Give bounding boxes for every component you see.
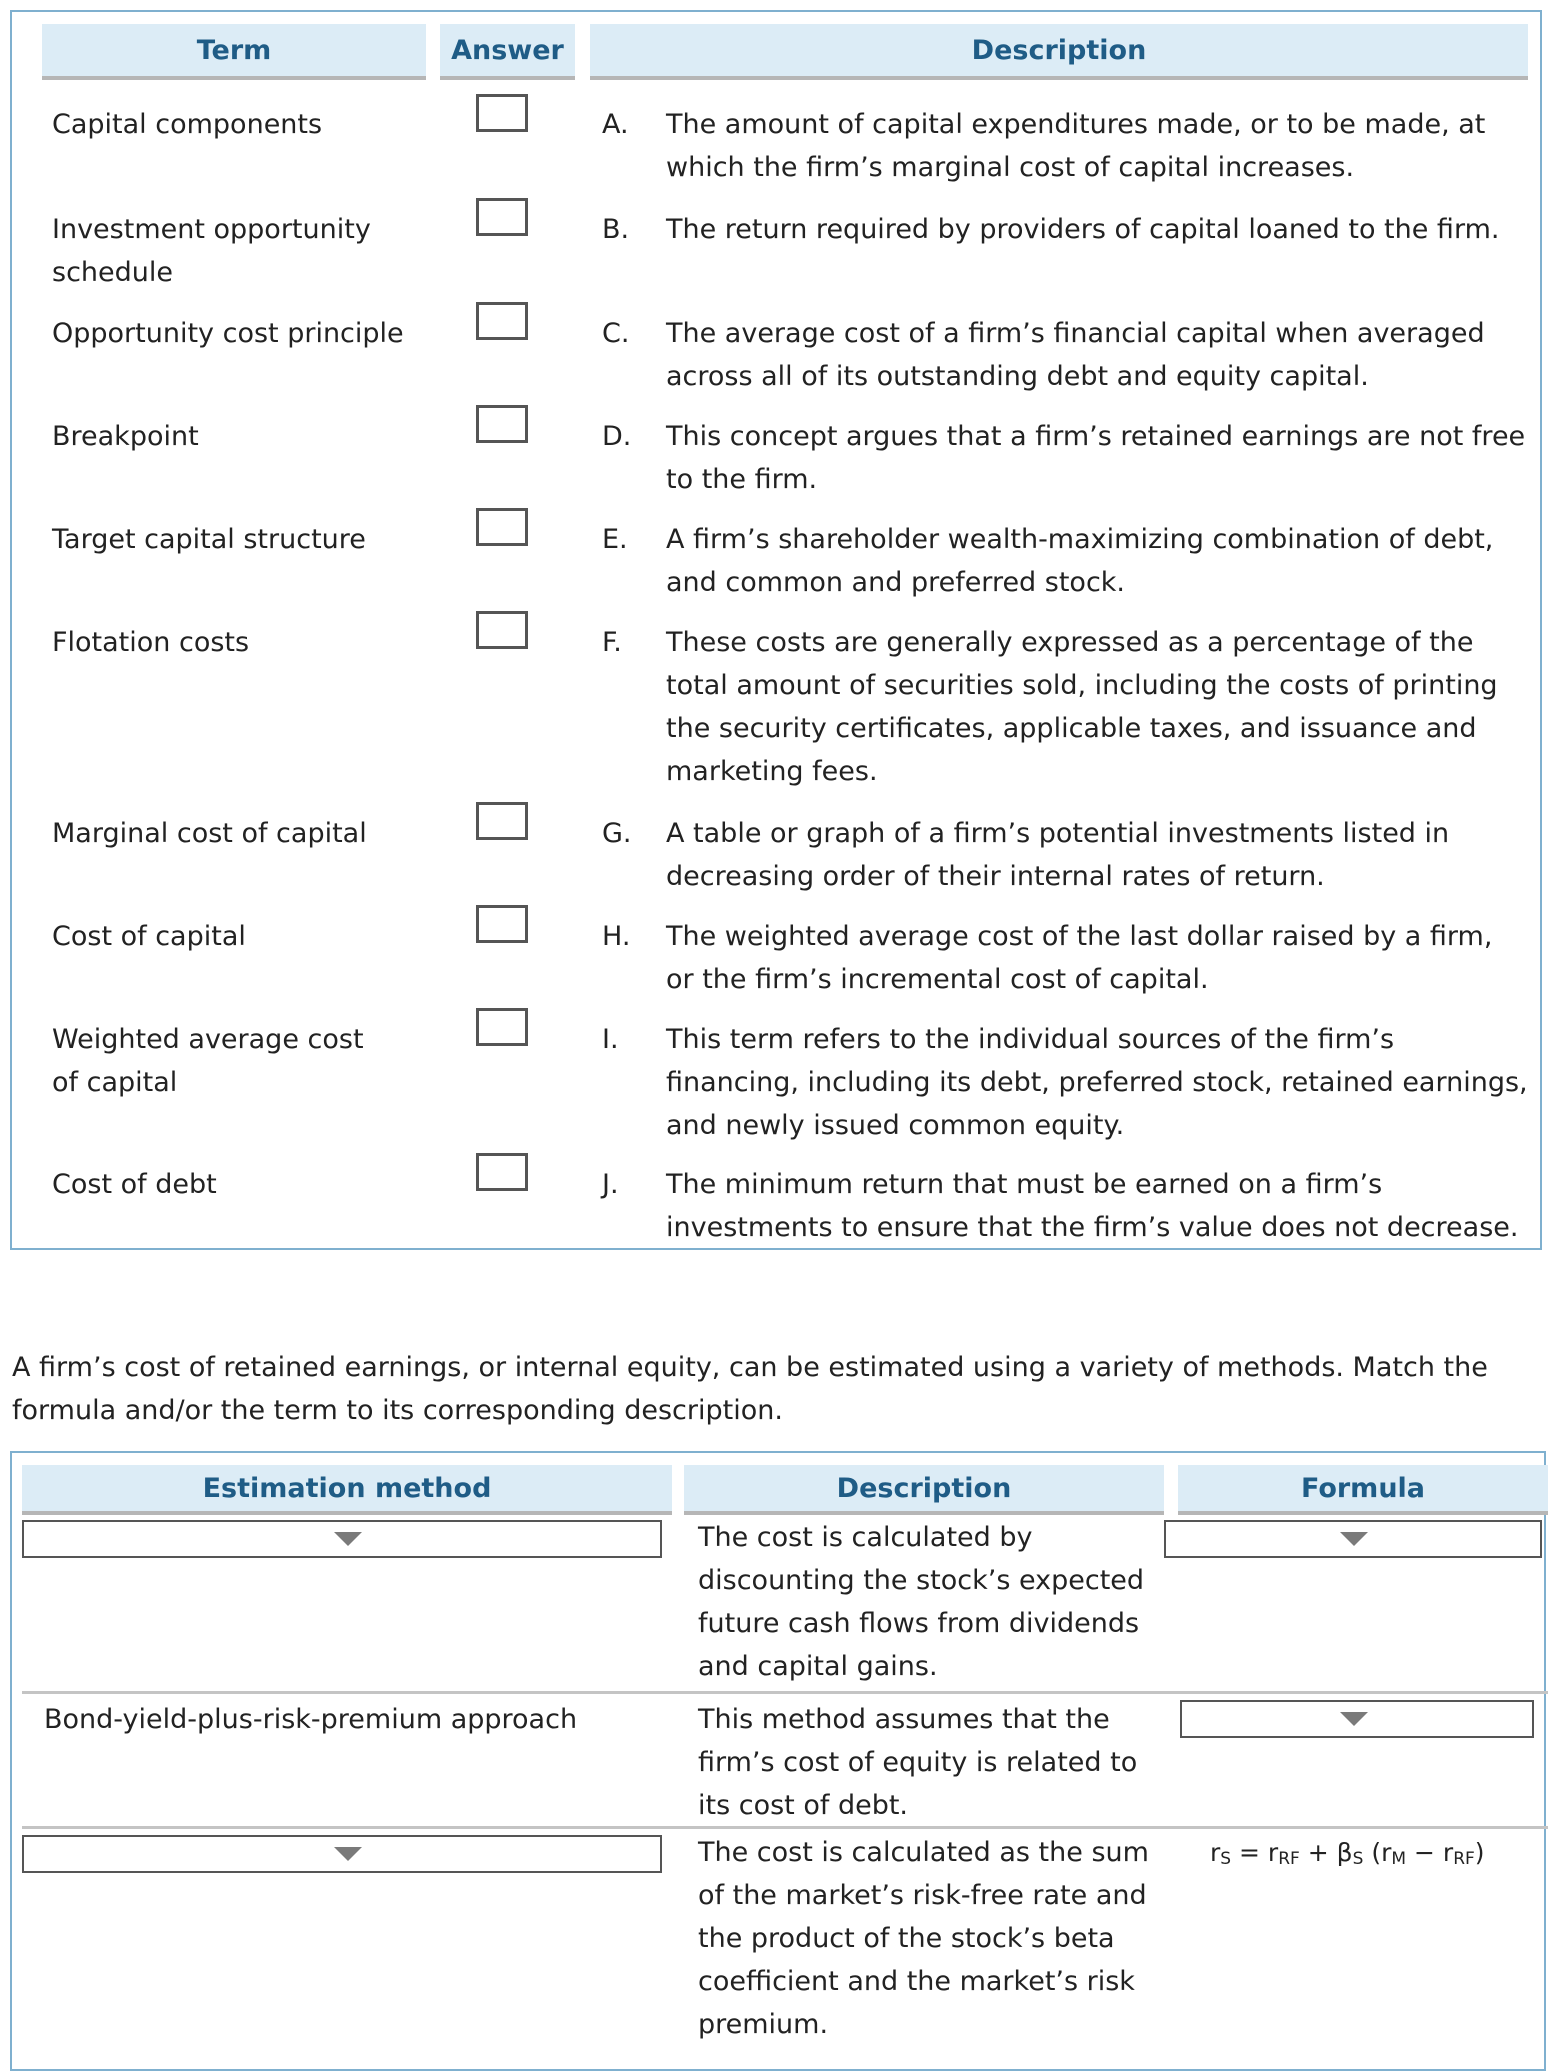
description-column-header: Description [590,24,1528,80]
method-description: This method assumes that the firm’s cost of equity is related to its cost of debt. [698,1704,1138,1821]
method-dropdown[interactable] [22,1520,662,1558]
answer-input-box[interactable] [476,198,528,236]
description-letter: G. [602,818,632,849]
description-text: A table or graph of a firm’s potential investments listed in decreasing order of their internal rates of return. [666,818,1450,892]
answer-column-header: Answer [440,24,575,80]
term-matching-table [10,10,1542,1250]
description-text: A firm’s shareholder wealth-maximizing combination of debt, and common and preferred stock. [666,524,1494,598]
term-label: Flotation costs [52,627,250,658]
chevron-down-icon [1340,1532,1368,1546]
description-text: This term refers to the individual sources of the firm’s financing, including its debt, preferred stock, retained earnings, and newly issued common equity. [666,1024,1528,1141]
term-label: Target capital structure [52,524,366,555]
chevron-down-icon [334,1847,362,1861]
answer-input-box[interactable] [476,905,528,943]
description-text: These costs are generally expressed as a percentage of the total amount of securities sold, including the costs of printing the security certificates, applicable taxes, and issuance and marketing fees. [666,627,1498,787]
description-letter: I. [602,1024,619,1055]
term-label: Cost of debt [52,1169,217,1200]
description-letter: C. [602,318,630,349]
method-description: The cost is calculated by discounting the stock’s expected future cash flows from dividends and capital gains. [698,1522,1145,1682]
answer-input-box[interactable] [476,302,528,340]
row-divider [22,1826,1548,1829]
instructions-paragraph: A firm’s cost of retained earnings, or internal equity, can be estimated using a variety of methods. Match the formula and/or the term to its corresponding description. [12,1352,1488,1426]
term-label: Cost of capital [52,921,246,952]
term-label: Marginal cost of capital [52,818,367,849]
description-letter: E. [602,524,628,555]
description-letter: B. [602,214,630,245]
description-letter: H. [602,921,631,952]
description-text: This concept argues that a firm’s retained earnings are not free to the firm. [666,421,1526,495]
chevron-down-icon [334,1532,362,1546]
capm-formula: $r_S = r_{RF} + \beta_S$ $(r_M - r_{RF})$ [1210,1838,1485,1869]
answer-input-box[interactable] [476,1153,528,1191]
method-description: The cost is calculated as the sum of the market’s risk-free rate and the product of the stock’s beta coefficient and the market’s risk premium. [698,1837,1149,2040]
term-label: Investment opportunity schedule [52,214,371,288]
formula-column-header: Formula [1178,1465,1548,1515]
description-text: The amount of capital expenditures made, or to be made, at which the firm’s marginal cost of capital increases. [666,109,1486,183]
formula-dropdown[interactable] [1180,1700,1534,1738]
term-label: Opportunity cost principle [52,318,404,349]
term-label: Capital components [52,109,323,140]
estimation-method-table [10,1451,1546,2071]
answer-input-box[interactable] [476,611,528,649]
row-divider [22,1691,1548,1694]
description-text: The return required by providers of capital loaned to the firm. [666,214,1500,245]
description-letter: A. [602,109,629,140]
answer-input-box[interactable] [476,1008,528,1046]
method-dropdown[interactable] [22,1835,662,1873]
description-letter: J. [602,1169,619,1200]
term-label: Breakpoint [52,421,199,452]
answer-input-box[interactable] [476,508,528,546]
description-letter: F. [602,627,622,658]
answer-input-box[interactable] [476,94,528,132]
description-text: The average cost of a firm’s financial capital when averaged across all of its outstanding debt and equity capital. [666,318,1485,392]
chevron-down-icon [1340,1712,1368,1726]
term-column-header: Term [42,24,426,80]
description-letter: D. [602,421,632,452]
answer-input-box[interactable] [476,405,528,443]
answer-input-box[interactable] [476,802,528,840]
description-text: The weighted average cost of the last dollar raised by a firm, or the firm’s incremental cost of capital. [666,921,1493,995]
formula-dropdown[interactable] [1164,1520,1542,1558]
description-column-header: Description [684,1465,1164,1515]
method-label: Bond-yield-plus-risk-premium approach [44,1704,578,1735]
term-label: Weighted average cost of capital [52,1024,364,1098]
method-column-header: Estimation method [22,1465,672,1515]
description-text: The minimum return that must be earned on a firm’s investments to ensure that the firm’s value does not decrease. [666,1169,1519,1243]
